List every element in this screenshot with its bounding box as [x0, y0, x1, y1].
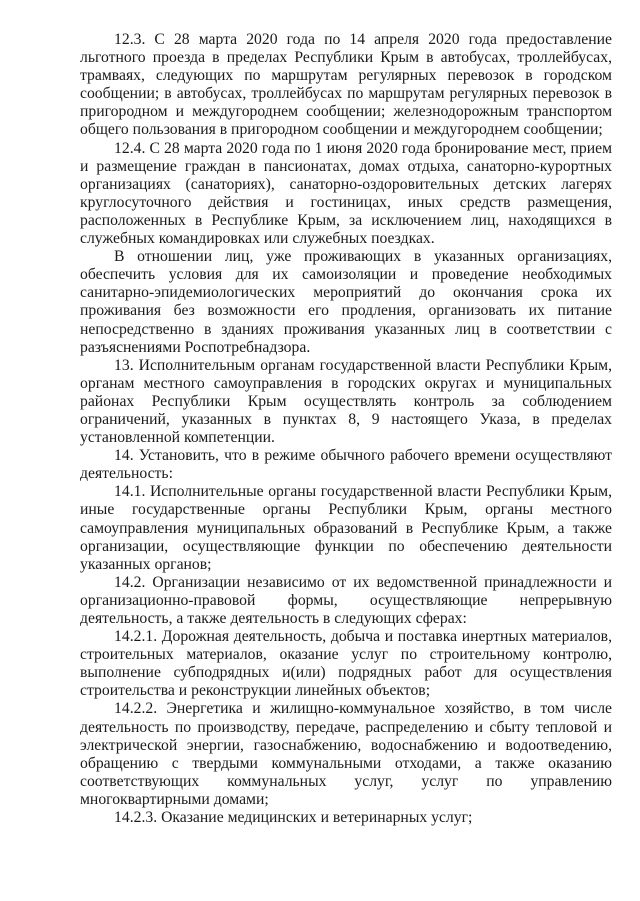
paragraph-14-2: 14.2. Организации независимо от их ведомственной принадлежности и организационно-правовой формы, осуществляющие непрерывную деятельность, а также деятельность в следующих сферах: [80, 573, 612, 627]
paragraph-14-1: 14.1. Исполнительные органы государственной власти Республики Крым, иные государственные органы Республики Крым, органы местного самоуправления муниципальных образований в Республике Крым, а также организации, осуществляющие функции по обеспечению деятельности указанных органов; [80, 483, 612, 573]
paragraph-12-3: 12.3. С 28 марта 2020 года по 14 апреля 2020 года предоставление льготного проезда в пределах Республики Крым в автобусах, троллейбусах, трамваях, следующих по маршрутам регулярных перевозок в городском сообщении; в автобусах, троллейбусах по маршрутам регулярных перевозок в пригородном и междугороднем сообщении; железнодорожным транспортом общего пользования в пригородном сообщении и междугороднем сообщении; [80, 31, 612, 139]
paragraph-12-4-residents: В отношении лиц, уже проживающих в указанных организациях, обеспечить условия для их самоизоляции и проведение необходимых санитарно-эпидемиологических мероприятий до окончания срока их проживания без возможности его продления, организовать их питание непосредственно в зданиях проживания указанных лиц в соответствии с разъяснениями Роспотребнадзора. [80, 248, 612, 356]
paragraph-14-2-2: 14.2.2. Энергетика и жилищно-коммунальное хозяйство, в том числе деятельность по производству, передаче, распределению и сбыту тепловой и электрической энергии, газоснабжению, водоснабжению и водоотведению, обращению с твердыми коммунальными отходами, а также оказанию соответствующих коммунальных услуг, услуг по управлению многоквартирными домами; [80, 700, 612, 808]
paragraph-12-4: 12.4. С 28 марта 2020 года по 1 июня 2020 года бронирование мест, прием и размещение граждан в пансионатах, домах отдыха, санаторно-курортных организациях (санаториях), санаторно-оздоровительных детских лагерях круглосуточного действия и гостиницах, иных средств размещения, расположенных в Республике Крым, за исключением лиц, находящихся в служебных командировках или служебных поездках. [80, 139, 612, 248]
paragraph-14: 14. Установить, что в режиме обычного рабочего времени осуществляют деятельность: [80, 447, 612, 483]
paragraph-13: 13. Исполнительным органам государственной власти Республики Крым, органам местного самоуправления в городских округах и муниципальных районах Республики Крым осуществлять контроль за соблюдением ограничений, указанных в пунктах 8, 9 настоящего Указа, в пределах установленной компетенции. [80, 356, 612, 447]
paragraph-14-2-3: 14.2.3. Оказание медицинских и ветеринарных услуг; [114, 809, 473, 827]
paragraph-14-2-1: 14.2.1. Дорожная деятельность, добыча и поставка инертных материалов, строительных материалов, оказание услуг по строительному контролю, выполнение субподрядных и(или) подрядных работ для осуществления строительства и реконструкции линейных объектов; [80, 628, 612, 700]
